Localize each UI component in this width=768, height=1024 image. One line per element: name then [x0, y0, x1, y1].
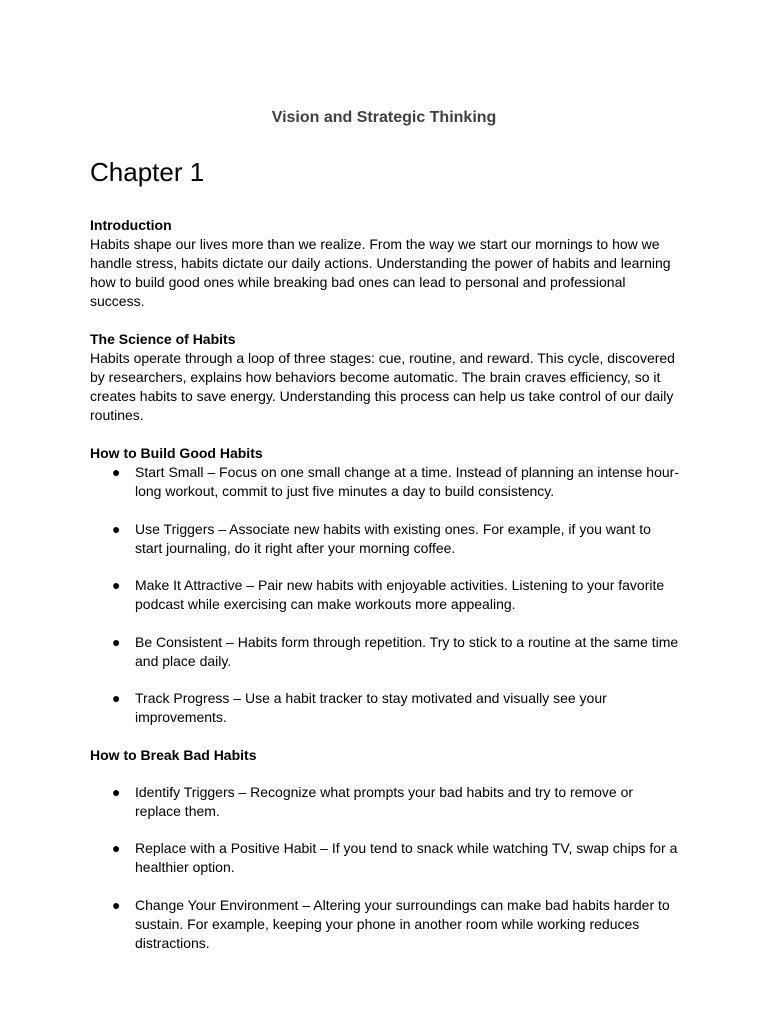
- chapter-heading: Chapter 1: [90, 157, 205, 187]
- list-item-text: Make It Attractive – Pair new habits with enjoyable activities. Listening to your favorite podcast while exercising can make workouts more appealing.: [135, 577, 665, 612]
- document-body: [90, 216, 682, 971]
- bullet-icon: ●: [112, 896, 121, 913]
- list-item-text: Change Your Environment – Altering your surroundings can make bad habits harder to sustain. For example, keeping your phone in another room while working reduces distractions.: [135, 896, 670, 951]
- break-habits-list: [90, 783, 682, 953]
- list-item: [90, 633, 682, 671]
- section-heading-build-habits: How to Build Good Habits: [90, 445, 263, 461]
- document-title: Vision and Strategic Thinking: [271, 109, 497, 126]
- spacer: [90, 765, 682, 783]
- list-item: [90, 689, 682, 727]
- bullet-icon: ●: [112, 783, 121, 800]
- bullet-icon: ●: [112, 577, 121, 593]
- list-item: [90, 520, 682, 558]
- list-item-text: Use Triggers – Associate new habits with existing ones. For example, if you want to start journaling, do it right after your morning coffee.: [135, 520, 651, 556]
- list-item: [90, 839, 682, 877]
- list-item: [90, 463, 682, 501]
- list-item: [90, 783, 682, 821]
- section-heading-science: The Science of Habits: [90, 331, 236, 347]
- bullet-icon: ●: [112, 840, 121, 856]
- list-item: [90, 576, 682, 614]
- list-item-text: Be Consistent – Habits form through repetition. Try to stick to a routine at the same time and place daily.: [135, 633, 679, 669]
- bullet-icon: ●: [112, 690, 121, 706]
- list-item-text: Start Small – Focus on one small change at a time. Instead of planning an intense hour-long workout, commit to just five minutes a day to build consistency.: [135, 464, 679, 499]
- section-heading-break-habits: How to Break Bad Habits: [90, 746, 257, 763]
- list-item-text: Replace with a Positive Habit – If you tend to snack while watching TV, swap chips for a healthier option.: [135, 840, 678, 875]
- bullet-icon: ●: [112, 464, 121, 480]
- section-text-introduction: Habits shape our lives more than we realize. From the way we start our mornings to how we handle stress, habits dictate our daily actions. Understanding the power of habits and learning how to build good ones while breaking bad ones can lead to personal and professional success.: [90, 236, 671, 309]
- section-heading-introduction: Introduction: [90, 217, 172, 233]
- list-item: [90, 896, 682, 953]
- build-habits-list: [90, 463, 682, 727]
- bullet-icon: ●: [112, 520, 121, 537]
- bullet-icon: ●: [112, 633, 121, 650]
- list-item-text: Identify Triggers – Recognize what prompts your bad habits and try to remove or replace them.: [135, 783, 634, 819]
- list-item-text: Track Progress – Use a habit tracker to stay motivated and visually see your improvements.: [135, 690, 607, 725]
- section-text-science: Habits operate through a loop of three stages: cue, routine, and reward. This cycle, discovered by researchers, explains how behaviors become automatic. The brain craves efficiency, so it creates habits to save energy. Understanding this process can help us take control of our daily routines.: [90, 350, 675, 423]
